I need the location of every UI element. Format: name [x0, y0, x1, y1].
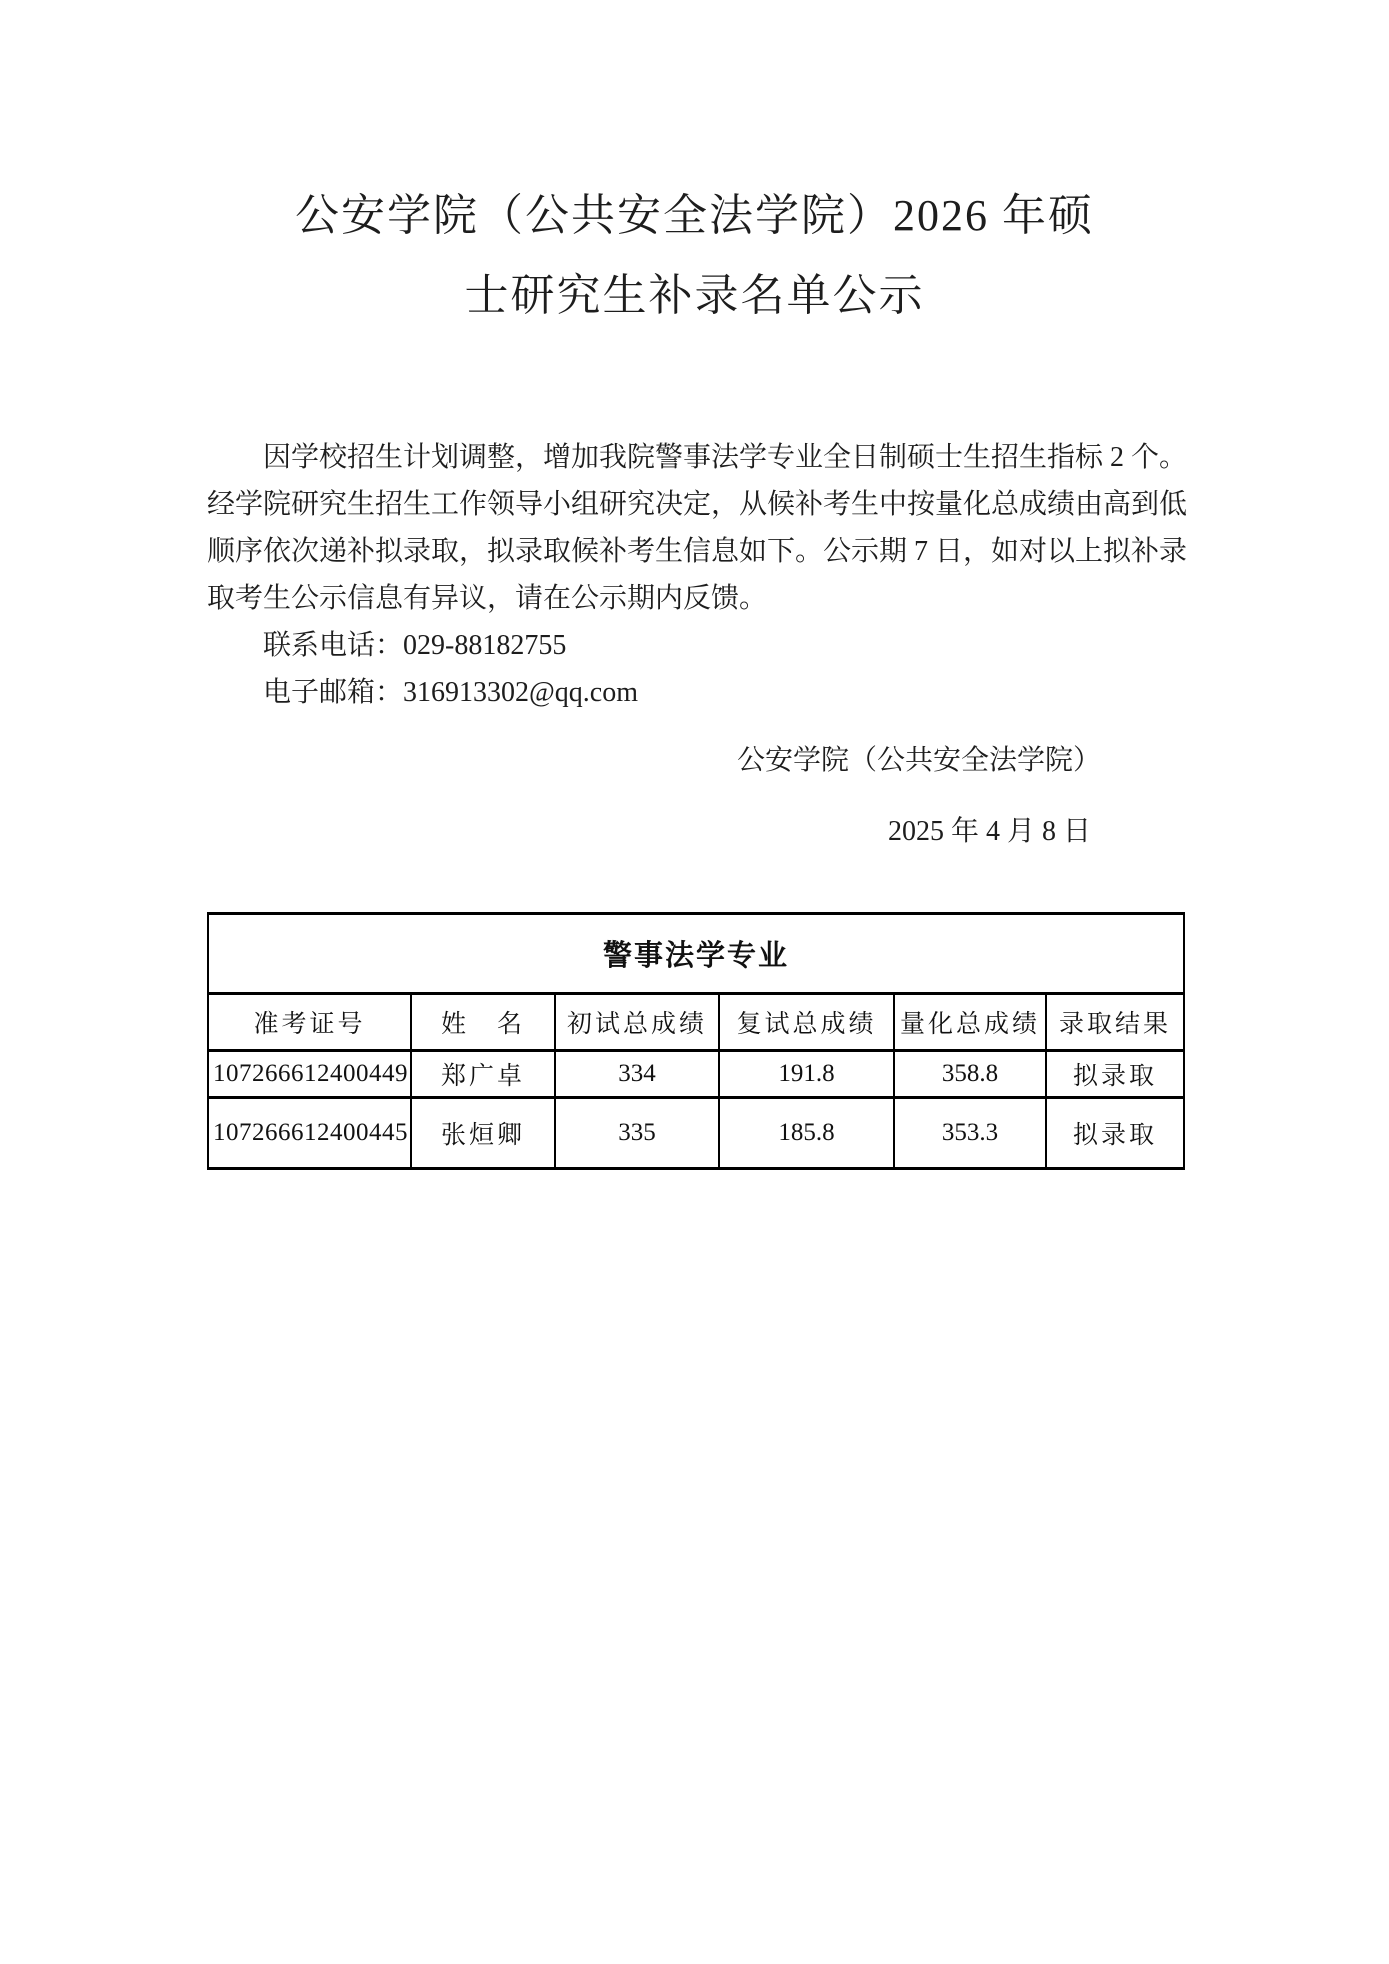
- cell-quantified-score: 353.3: [894, 1098, 1046, 1169]
- table-row: [208, 1098, 1184, 1169]
- column-header-retest-score: 复试总成绩: [719, 994, 894, 1051]
- table-title: 警事法学专业: [208, 914, 1184, 994]
- announcement-body: [207, 434, 1187, 716]
- cell-initial-score: 335: [555, 1098, 719, 1169]
- cell-quantified-score: 358.8: [894, 1051, 1046, 1098]
- contact-email: 电子邮箱：316913302@qq.com: [263, 677, 638, 708]
- cell-retest-score: 185.8: [719, 1098, 894, 1169]
- column-header-name: 姓 名: [411, 994, 555, 1051]
- cell-initial-score: 334: [555, 1051, 719, 1098]
- document-title-line2: 士研究生补录名单公示: [464, 271, 925, 320]
- admission-table: [207, 912, 1185, 1170]
- cell-retest-score: 191.8: [719, 1051, 894, 1098]
- column-header-result: 录取结果: [1046, 994, 1184, 1051]
- signature-line: 公安学院（公共安全法学院）: [736, 745, 1101, 776]
- paragraph-line-4: 取考生公示信息有异议，请在公示期内反馈。: [207, 583, 768, 614]
- paragraph-line-2: 经学院研究生招生工作领导小组研究决定，从候补考生中按量化总成绩由高到低: [207, 489, 1188, 520]
- paragraph-line-1: 因学校招生计划调整，增加我院警事法学专业全日制硕士生招生指标 2 个。: [263, 442, 1188, 473]
- paragraph-line-3: 顺序依次递补拟录取，拟录取候补考生信息如下。公示期 7 日，如对以上拟补录: [207, 536, 1188, 567]
- document-title: [0, 176, 1389, 336]
- column-header-initial-score: 初试总成绩: [555, 994, 719, 1051]
- cell-name: 郑广卓: [411, 1051, 555, 1098]
- cell-exam-id: 107266612400449: [208, 1051, 411, 1098]
- cell-result: 拟录取: [1046, 1051, 1184, 1098]
- document-title-line1: 公安学院（公共安全法学院）2026 年硕: [295, 191, 1094, 240]
- cell-name: 张烜卿: [411, 1098, 555, 1169]
- table-row: [208, 1051, 1184, 1098]
- column-header-exam-id: 准考证号: [208, 994, 411, 1051]
- date-line: 2025 年 4 月 8 日: [887, 816, 1091, 847]
- table-title-row: [208, 914, 1184, 994]
- column-header-quantified-score: 量化总成绩: [894, 994, 1046, 1051]
- cell-result: 拟录取: [1046, 1098, 1184, 1169]
- table-header-row: [208, 994, 1184, 1051]
- contact-phone: 联系电话：029-88182755: [263, 630, 567, 661]
- cell-exam-id: 107266612400445: [208, 1098, 411, 1169]
